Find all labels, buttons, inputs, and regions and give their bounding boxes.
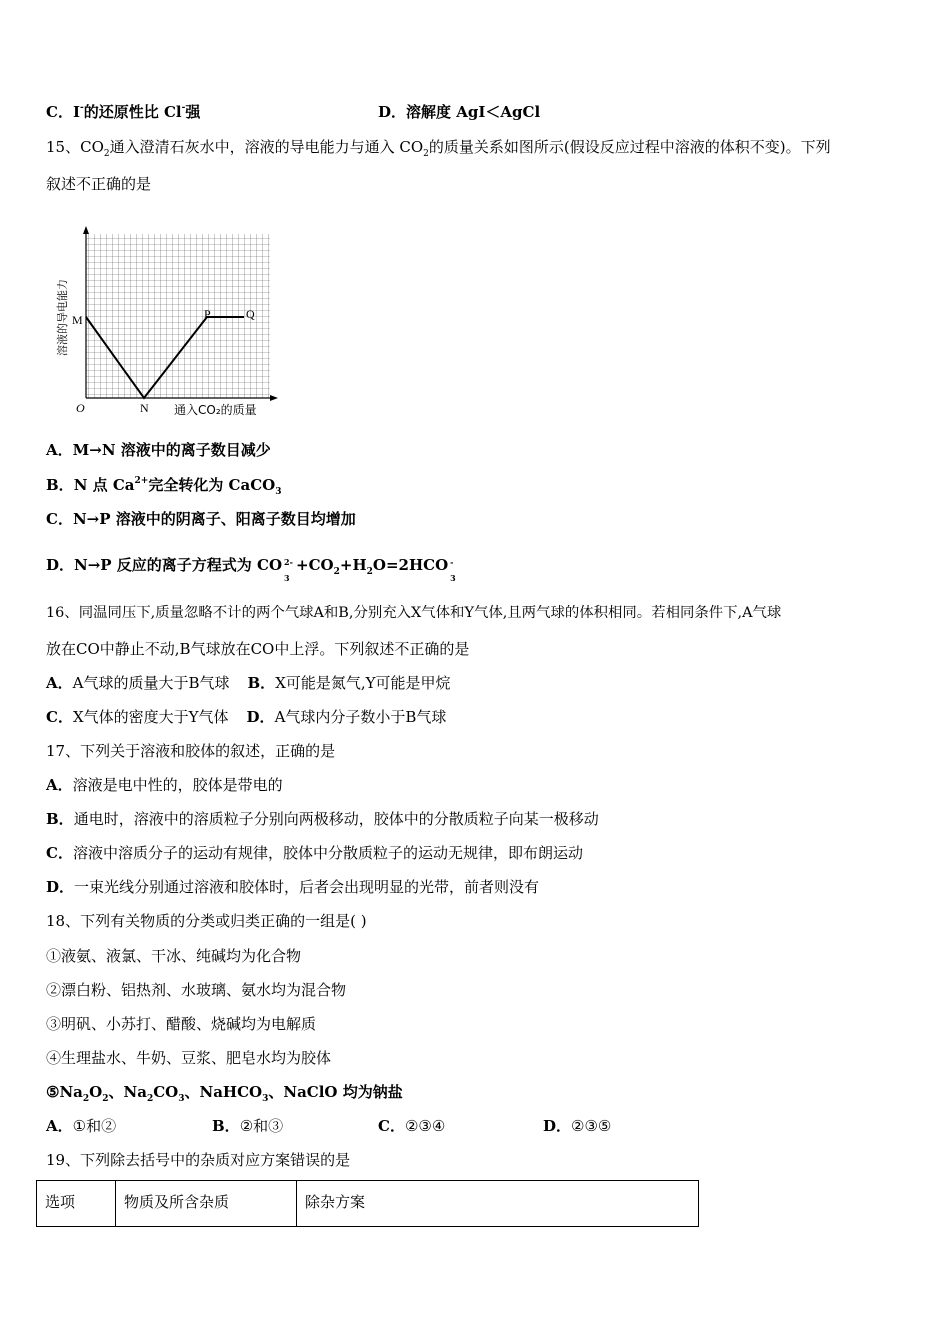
q15-option-d: D．N→P 反应的离子方程式为 CO 2- 3 $+CO_2+H_2O=2HCO$ - 3 [46,556,456,583]
q18-item-4: ④生理盐水、牛奶、豆浆、肥皂水均为胶体 [46,1049,332,1067]
q16-options-ab: A．A气球的质量大于B气球 B．X可能是氮气,Y可能是甲烷 [46,674,451,692]
q18-item-3: ③明矾、小苏打、醋酸、烧碱均为电解质 [46,1015,317,1033]
q18-option-c: C．②③④ [378,1117,446,1135]
q16-options-cd: C．X气体的密度大于Y气体 D．A气球内分子数小于B气球 [46,708,447,726]
q17-option-a: A．溶液是电中性的，胶体是带电的 [46,776,283,794]
q19-table [36,1180,699,1227]
q15-stem-line2: 叙述不正确的是 [46,175,152,193]
point-n-label: N [140,401,149,415]
q17-stem: 17、下列关于溶液和胶体的叙述，正确的是 [46,742,336,760]
q18-item-5: $⑤Na_2O_2$、$Na_2CO_3$、NaHCO$_3$、NaClO 均为钠盐 [46,1083,403,1104]
point-m-label: M [72,313,83,327]
q18-option-d: D．②③⑤ [543,1117,612,1135]
q14-option-d: D．溶解度 AgI＜AgCl [378,103,541,121]
x-axis-label: 通入CO₂的质量 [174,403,257,417]
q17-option-b: B．通电时，溶液中的溶质粒子分别向两极移动，胶体中的分散质粒子向某一极移动 [46,810,599,828]
point-q-label: Q [246,307,255,321]
q15-option-a: A．M→N 溶液中的离子数目减少 [46,441,271,459]
table-header-cell: 选项 [37,1181,116,1227]
y-axis-label: 溶液的导电能力 [56,279,69,356]
q18-option-a: A．①和② [46,1117,117,1135]
q18-stem: 18、下列有关物质的分类或归类正确的一组是( ) [46,912,367,930]
q15-stem-line1: 15、$CO_2$通入澄清石灰水中，溶液的导电能力与通入 $CO_2$的质量关系如图所示(假设反应过程中溶液的体积不变)。下列 [46,138,831,159]
table-header-row [37,1181,699,1227]
q17-option-d: D．一束光线分别通过溶液和胶体时，后者会出现明显的光带，前者则没有 [46,878,540,896]
q15-option-c: C．N→P 溶液中的阴离子、阳离子数目均增加 [46,510,356,528]
conductivity-graph [52,226,282,422]
q16-stem-line1: 16、同温同压下,质量忽略不计的两个气球A和B,分别充入X气体和Y气体,且两气球的体积相同。若相同条件下,A气球 [46,605,782,621]
table-header-cell: 物质及所含杂质 [116,1181,297,1227]
point-p-label: P [204,307,211,321]
q16-stem-line2: 放在CO中静止不动,B气球放在CO中上浮。下列叙述不正确的是 [46,640,470,658]
q17-option-c: C．溶液中溶质分子的运动有规律，胶体中分散质粒子的运动无规律，即布朗运动 [46,844,583,862]
table-header-cell: 除杂方案 [297,1181,699,1227]
q19-stem: 19、下列除去括号中的杂质对应方案错误的是 [46,1151,351,1169]
q14-option-c: C．I-的还原性比 Cl-强 [46,103,201,121]
q18-item-1: ①液氨、液氯、干冰、纯碱均为化合物 [46,947,302,965]
q15-option-b: B．N 点 $Ca^{2+}$完全转化为 CaCO$_3$ [46,476,282,497]
q18-option-b: B．②和③ [212,1117,284,1135]
q18-item-2: ②漂白粉、铝热剂、水玻璃、氨水均为混合物 [46,981,347,999]
origin-label: O [76,401,85,415]
